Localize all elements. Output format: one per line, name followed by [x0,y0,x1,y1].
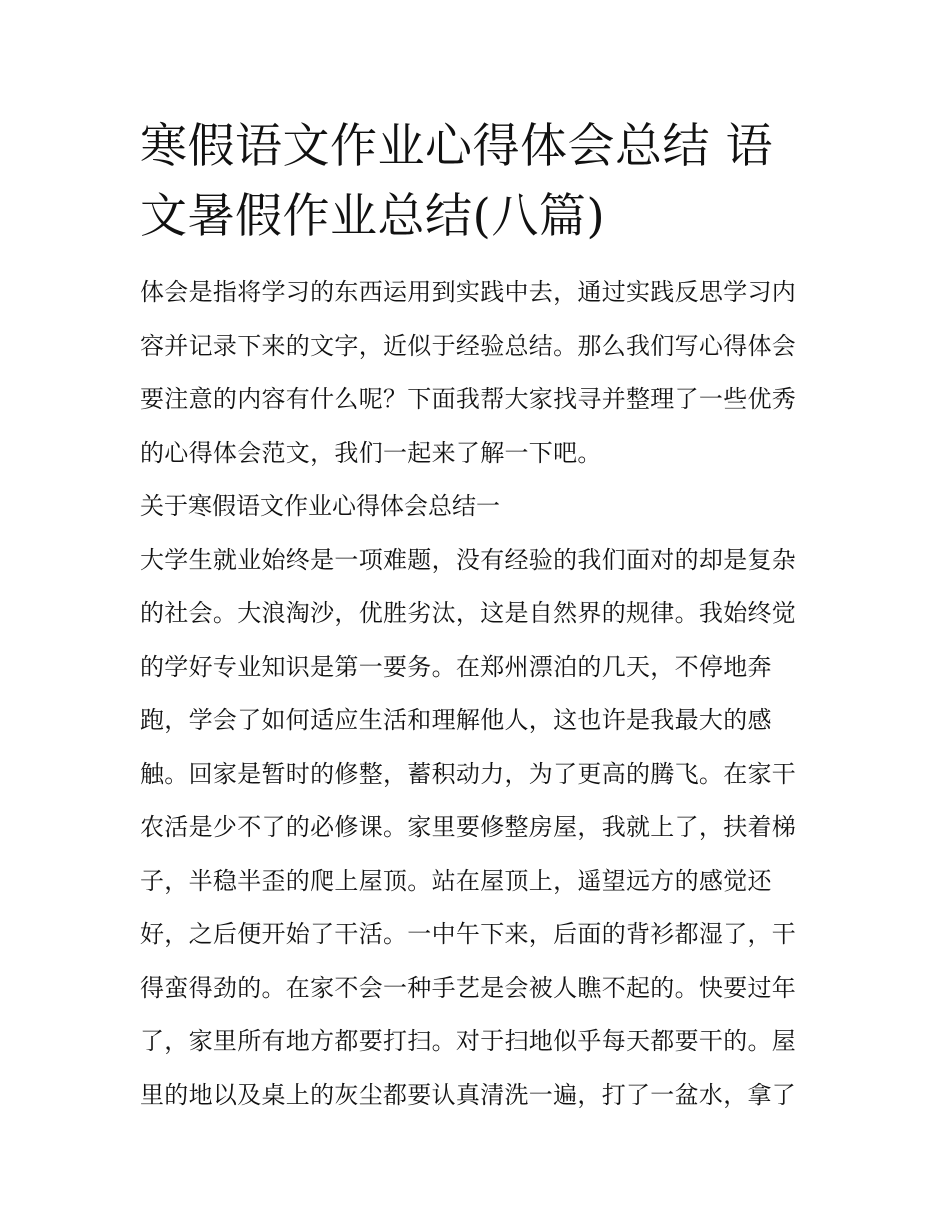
body-line: 跑，学会了如何适应生活和理解他人，这也许是我最大的感 [140,706,772,734]
body-line: 的学好专业知识是第一要务。在郑州漂泊的几天，不停地奔 [140,652,772,681]
body-line: 的社会。大浪淘沙，优胜劣汰，这是自然界的规律。我始终觉 [140,599,797,627]
body-line: 子，半稳半歪的爬上屋顶。站在屋顶上，遥望远方的感觉还 [140,866,772,895]
intro-line: 体会是指将学习的东西运用到实践中去，通过实践反思学习内 [140,278,797,306]
intro-line: 容并记录下来的文字，近似于经验总结。那么我们写心得体会 [140,331,797,360]
body-line: 了，家里所有地方都要打扫。对于扫地似乎每天都要干的。屋 [140,1027,797,1055]
body-paragraph [140,534,816,1123]
section-heading: 关于寒假语文作业心得体会总结一 [140,492,500,520]
body-line: 触。回家是暂时的修整，蓄积动力，为了更高的腾飞。在家干 [140,759,797,788]
document-title [140,112,816,252]
intro-paragraph [140,266,816,480]
title-line: 文暑假作业总结(八篇) [140,189,606,244]
body-line: 大学生就业始终是一项难题，没有经验的我们面对的却是复杂 [140,545,797,574]
document-content [140,112,816,1122]
body-line: 好，之后便开始了干活。一中午下来，后面的背衫都湿了，干 [140,920,797,948]
intro-line: 要注意的内容有什么呢？下面我帮大家找寻并整理了一些优秀 [140,385,797,413]
body-line: 里的地以及桌上的灰尘都要认真清洗一遍，打了一盆水，拿了 [140,1080,797,1109]
body-line: 农活是少不了的必修课。家里要修整房屋，我就上了，扶着梯 [140,813,797,841]
title-line: 寒假语文作业心得体会总结 语 [140,119,773,174]
body-line: 得蛮得劲的。在家不会一种手艺是会被人瞧不起的。快要过年 [140,973,797,1002]
intro-line: 的心得体会范文，我们一起来了解一下吧。 [140,438,602,467]
